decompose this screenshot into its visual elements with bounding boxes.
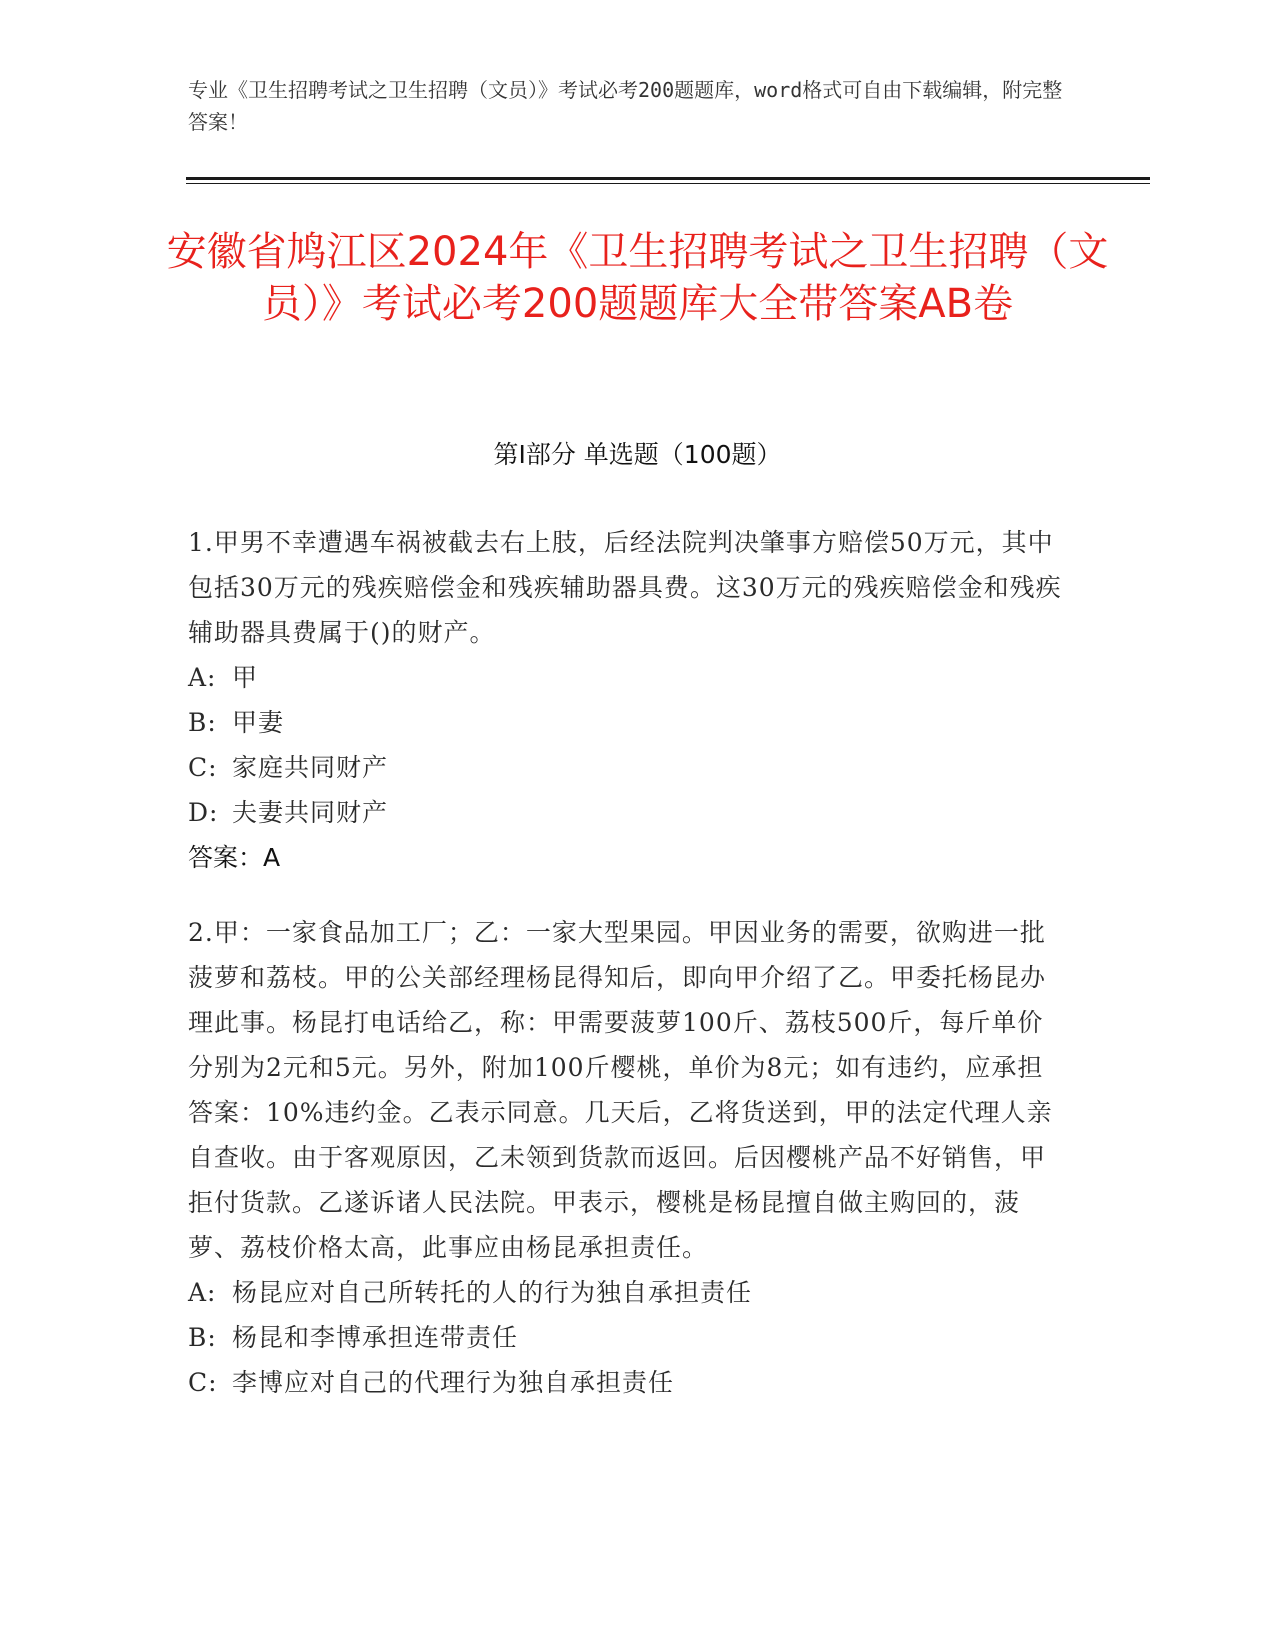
option-letter: C: [188, 753, 218, 782]
option-a [188, 1270, 1068, 1315]
answer-line: 答案：A [188, 843, 281, 872]
question-1 [188, 520, 1068, 880]
option-b [188, 1315, 1068, 1360]
header-divider-thick [186, 177, 1150, 180]
question-text: 1.甲男不幸遭遇车祸被截去右上肢，后经法院判决肇事方赔偿50万元，其中包括30万元的残疾赔偿金和残疾辅助器具费。这30万元的残疾赔偿金和残疾辅助器具费属于()的财产。 [188, 528, 1062, 647]
header-divider-thin [186, 183, 1150, 184]
option-letter: D: [188, 798, 219, 827]
option-c [188, 1360, 1068, 1405]
option-text: 李博应对自己的代理行为独自承担责任 [232, 1368, 675, 1397]
document-title: 安徽省鸠江区2024年《卫生招聘考试之卫生招聘（文员）》考试必考200题题库大全带答案AB卷 [166, 229, 1109, 327]
option-text: 夫妻共同财产 [232, 798, 389, 827]
option-a [188, 655, 1068, 700]
section-title: 第Ⅰ部分 单选题（100题） [493, 440, 782, 469]
option-d [188, 790, 1068, 835]
question-2 [188, 910, 1068, 1405]
question-list [188, 520, 1068, 1435]
option-letter: A: [188, 663, 217, 692]
header-note: 专业《卫生招聘考试之卫生招聘（文员）》考试必考200题题库，word格式可自由下载编辑，附完整答案！ [188, 78, 1063, 134]
option-text: 杨昆应对自己所转托的人的行为独自承担责任 [232, 1278, 753, 1307]
option-text: 甲妻 [232, 708, 285, 737]
option-text: 甲 [232, 663, 259, 692]
option-letter: C: [188, 1368, 218, 1397]
option-text: 家庭共同财产 [232, 753, 389, 782]
option-letter: B: [188, 708, 217, 737]
option-letter: B: [188, 1323, 217, 1352]
option-c [188, 745, 1068, 790]
option-text: 杨昆和李博承担连带责任 [232, 1323, 519, 1352]
option-b [188, 700, 1068, 745]
option-letter: A: [188, 1278, 217, 1307]
question-text: 2.甲：一家食品加工厂；乙：一家大型果园。甲因业务的需要，欲购进一批菠萝和荔枝。甲的公关部经理杨昆得知后，即向甲介绍了乙。甲委托杨昆办理此事。杨昆打电话给乙，称：甲需要菠萝100斤、荔枝500斤，每斤单价分别为2元和5元。另外，附加100斤樱桃，单价为8元；如有违约，应承担答案：10%违约金。乙表示同意。几天后，乙将货送到，甲的法定代理人亲自查收。由于客观原因，乙未领到货款而返回。后因樱桃产品不好销售，甲拒付货款。乙遂诉诸人民法院。甲表示，樱桃是杨昆擅自做主购回的，菠萝、荔枝价格太高，此事应由杨昆承担责任。 [188, 918, 1053, 1262]
